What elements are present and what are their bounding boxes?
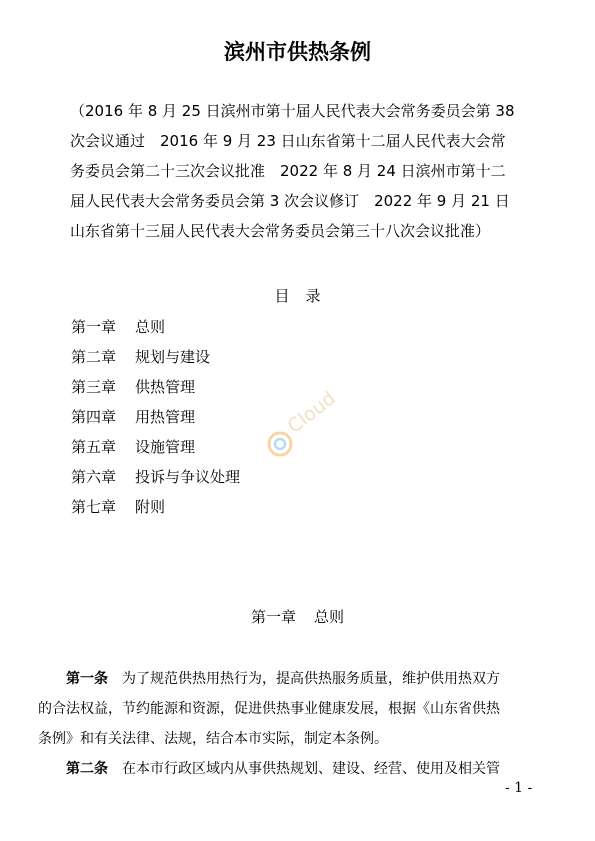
chapter-number: 第一章 [250, 608, 296, 626]
page-number: - 1 - [505, 780, 533, 796]
toc-chapter-title: 用热管理 [135, 408, 196, 426]
cloud-logo-icon [258, 384, 348, 464]
toc-chapter-number: 第三章 [71, 378, 117, 396]
chapter-body [38, 664, 558, 784]
toc-chapter-title: 设施管理 [135, 438, 196, 456]
document-title: 滨州市供热条例 [224, 39, 371, 64]
article-text-line: 条例》和有关法律、法规，结合本市实际，制定本条例。 [38, 731, 388, 747]
chapter-title: 总则 [314, 608, 345, 626]
toc-chapter-title: 附则 [135, 498, 166, 516]
toc-chapter-title: 投诉与争议处理 [135, 468, 241, 486]
article-text-line: 的合法权益，节约能源和资源，促进供热事业健康发展，根据《山东省供热 [38, 701, 500, 717]
toc-chapter-number: 第二章 [71, 348, 117, 366]
chapter-heading [0, 606, 595, 627]
toc-chapter-number: 第五章 [71, 438, 117, 456]
toc-chapter-number: 第七章 [71, 498, 117, 516]
article-first-line [38, 664, 558, 694]
toc-item [71, 342, 240, 372]
preamble-line: （2016 年 8 月 25 日滨州市第十届人民代表大会常务委员会第 38 [70, 102, 515, 120]
toc-heading: 目录 [274, 287, 337, 305]
toc-chapter-title: 供热管理 [135, 378, 196, 396]
table-of-contents [71, 312, 240, 522]
preamble [70, 96, 530, 246]
preamble-line: 务委员会第二十三次会议批准 2022 年 8 月 24 日滨州市第十二 [70, 162, 506, 180]
preamble-line: 山东省第十三届人民代表大会常务委员会第三十八次会议批准） [70, 222, 491, 240]
watermark-text: Cloud [283, 387, 340, 438]
toc-item [71, 462, 240, 492]
article-title: 第一条 [66, 671, 108, 687]
article-title: 第二条 [66, 761, 108, 777]
article-first-line [38, 754, 558, 784]
toc-item [71, 432, 240, 462]
toc-chapter-number: 第一章 [71, 318, 117, 336]
toc-chapter-number: 第四章 [71, 408, 117, 426]
toc-chapter-number: 第六章 [71, 468, 117, 486]
article-text: 为了规范供热用热行为，提高供热服务质量，维护供用热双方 [122, 671, 500, 687]
toc-item [71, 312, 240, 342]
toc-chapter-title: 规划与建设 [135, 348, 211, 366]
toc-item [71, 402, 240, 432]
article-text: 在本市行政区域内从事供热规划、建设、经营、使用及相关管 [122, 761, 500, 777]
toc-item [71, 372, 240, 402]
toc-chapter-title: 总则 [135, 318, 166, 336]
toc-item [71, 492, 240, 522]
preamble-line: 次会议通过 2016 年 9 月 23 日山东省第十二届人民代表大会常 [70, 132, 506, 150]
preamble-line: 届人民代表大会常务委员会第 3 次会议修订 2022 年 9 月 21 日 [70, 192, 510, 210]
